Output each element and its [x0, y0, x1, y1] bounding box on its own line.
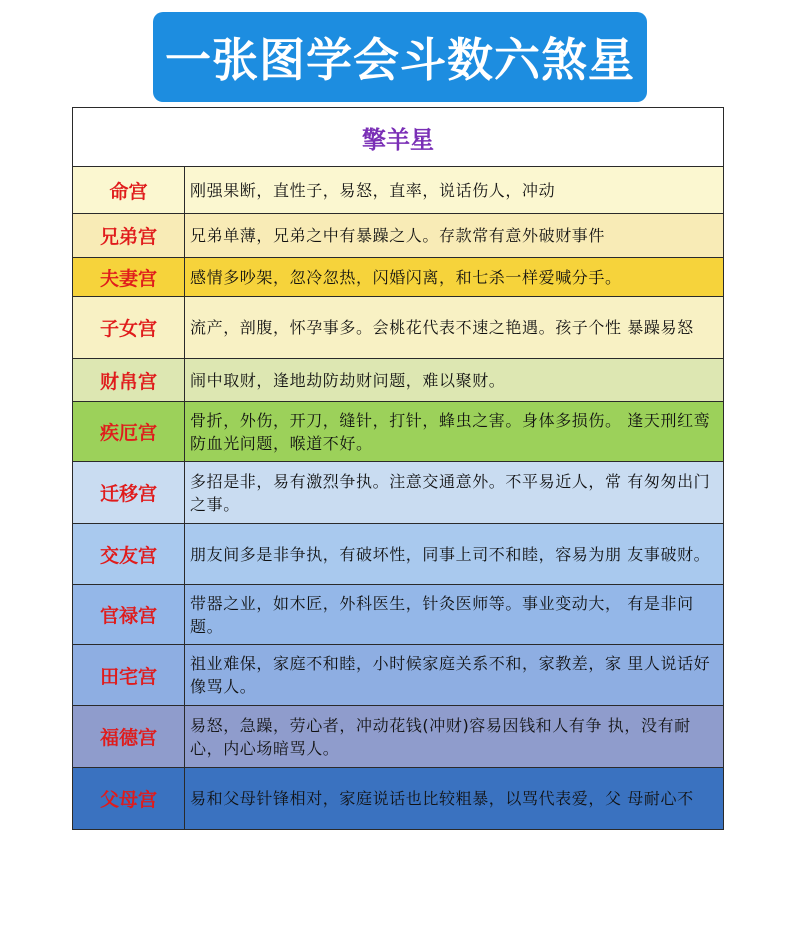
- table-row: [73, 462, 723, 524]
- palace-name-cell: [73, 214, 185, 257]
- page-title: 一张图学会斗数六煞星: [165, 33, 635, 87]
- palace-desc-cell: [185, 359, 723, 401]
- palace-name: 命宫: [109, 180, 148, 203]
- table-row: [73, 297, 723, 359]
- palace-name: 官禄宫: [99, 605, 157, 627]
- table-row: [73, 706, 723, 768]
- table-row: [73, 524, 723, 585]
- palace-name: 夫妻宫: [99, 267, 157, 290]
- palace-name-cell: [73, 402, 185, 461]
- palace-name-cell: [73, 258, 185, 296]
- palace-desc-cell: [185, 706, 723, 767]
- palace-desc-cell: [185, 645, 723, 705]
- palace-name: 交友宫: [99, 544, 157, 567]
- palace-description: 易和父母针锋相对，家庭说话也比较粗暴，以骂代表爱，父 母耐心不: [190, 789, 694, 808]
- palace-desc-cell: [185, 214, 723, 257]
- title-banner: [153, 12, 647, 102]
- table-row: [73, 214, 723, 258]
- palace-name-cell: [73, 524, 185, 584]
- palace-name-cell: [73, 359, 185, 401]
- palace-description: 刚强果断，直性子，易怒，直率，说话伤人，冲动: [190, 180, 556, 200]
- palace-name-cell: [73, 645, 185, 705]
- palace-desc-cell: [185, 297, 723, 358]
- palace-name-cell: [73, 768, 185, 829]
- palace-name: 疾厄宫: [99, 422, 157, 444]
- palace-table: [72, 107, 724, 830]
- palace-name-cell: [73, 462, 185, 523]
- palace-desc-cell: [185, 167, 723, 213]
- palace-name: 财帛宫: [99, 370, 157, 393]
- palace-name-cell: [73, 297, 185, 358]
- palace-description: 易怒，急躁，劳心者，冲动花钱(冲财)容易因钱和人有争 执，没有耐心，内心场暗骂人。: [190, 715, 691, 758]
- palace-desc-cell: [185, 585, 723, 644]
- table-row: [73, 359, 723, 402]
- table-header-title: 擎羊星: [362, 125, 434, 154]
- palace-description: 多招是非，易有激烈争执。注意交通意外。不平易近人，常 有匆匆出门之事。: [190, 471, 711, 514]
- palace-description: 带器之业，如木匠，外科医生，针灸医师等。事业变动大， 有是非问题。: [190, 593, 694, 636]
- palace-desc-cell: [185, 768, 723, 829]
- table-row: [73, 645, 723, 706]
- palace-description: 闹中取财，逢地劫防劫财问题，难以聚财。: [190, 370, 506, 390]
- palace-description: 感情多吵架，忽冷忽热，闪婚闪离，和七杀一样爱喊分手。: [190, 267, 622, 287]
- palace-name-cell: [73, 167, 185, 213]
- palace-name-cell: [73, 706, 185, 767]
- palace-description: 祖业难保，家庭不和睦，小时候家庭关系不和，家教差，家 里人说话好像骂人。: [190, 654, 711, 696]
- table-row: [73, 768, 723, 829]
- palace-desc-cell: [185, 524, 723, 584]
- table-row: [73, 585, 723, 645]
- palace-description: 朋友间多是非争执，有破坏性，同事上司不和睦，容易为朋 友事破财。: [190, 544, 711, 564]
- palace-name: 兄弟宫: [99, 226, 157, 248]
- palace-desc-cell: [185, 402, 723, 461]
- table-row: [73, 167, 723, 214]
- palace-name: 田宅宫: [99, 665, 157, 688]
- palace-name: 迁移宫: [99, 483, 157, 505]
- palace-description: 兄弟单薄，兄弟之中有暴躁之人。存款常有意外破财事件: [190, 226, 606, 245]
- palace-name: 子女宫: [99, 318, 157, 340]
- table-header: [73, 108, 723, 167]
- palace-name: 父母宫: [99, 789, 157, 811]
- palace-description: 骨折，外伤，开刀，缝针，打针，蜂虫之害。身体多损伤。 逢天刑红鸾防血光问题，喉道不好。: [190, 410, 711, 453]
- palace-name: 福德宫: [99, 727, 157, 749]
- palace-description: 流产，剖腹，怀孕事多。会桃花代表不速之艳遇。孩子个性 暴躁易怒: [190, 318, 694, 337]
- table-body: [73, 167, 723, 829]
- table-row: [73, 402, 723, 462]
- palace-name-cell: [73, 585, 185, 644]
- palace-desc-cell: [185, 462, 723, 523]
- table-row: [73, 258, 723, 297]
- palace-desc-cell: [185, 258, 723, 296]
